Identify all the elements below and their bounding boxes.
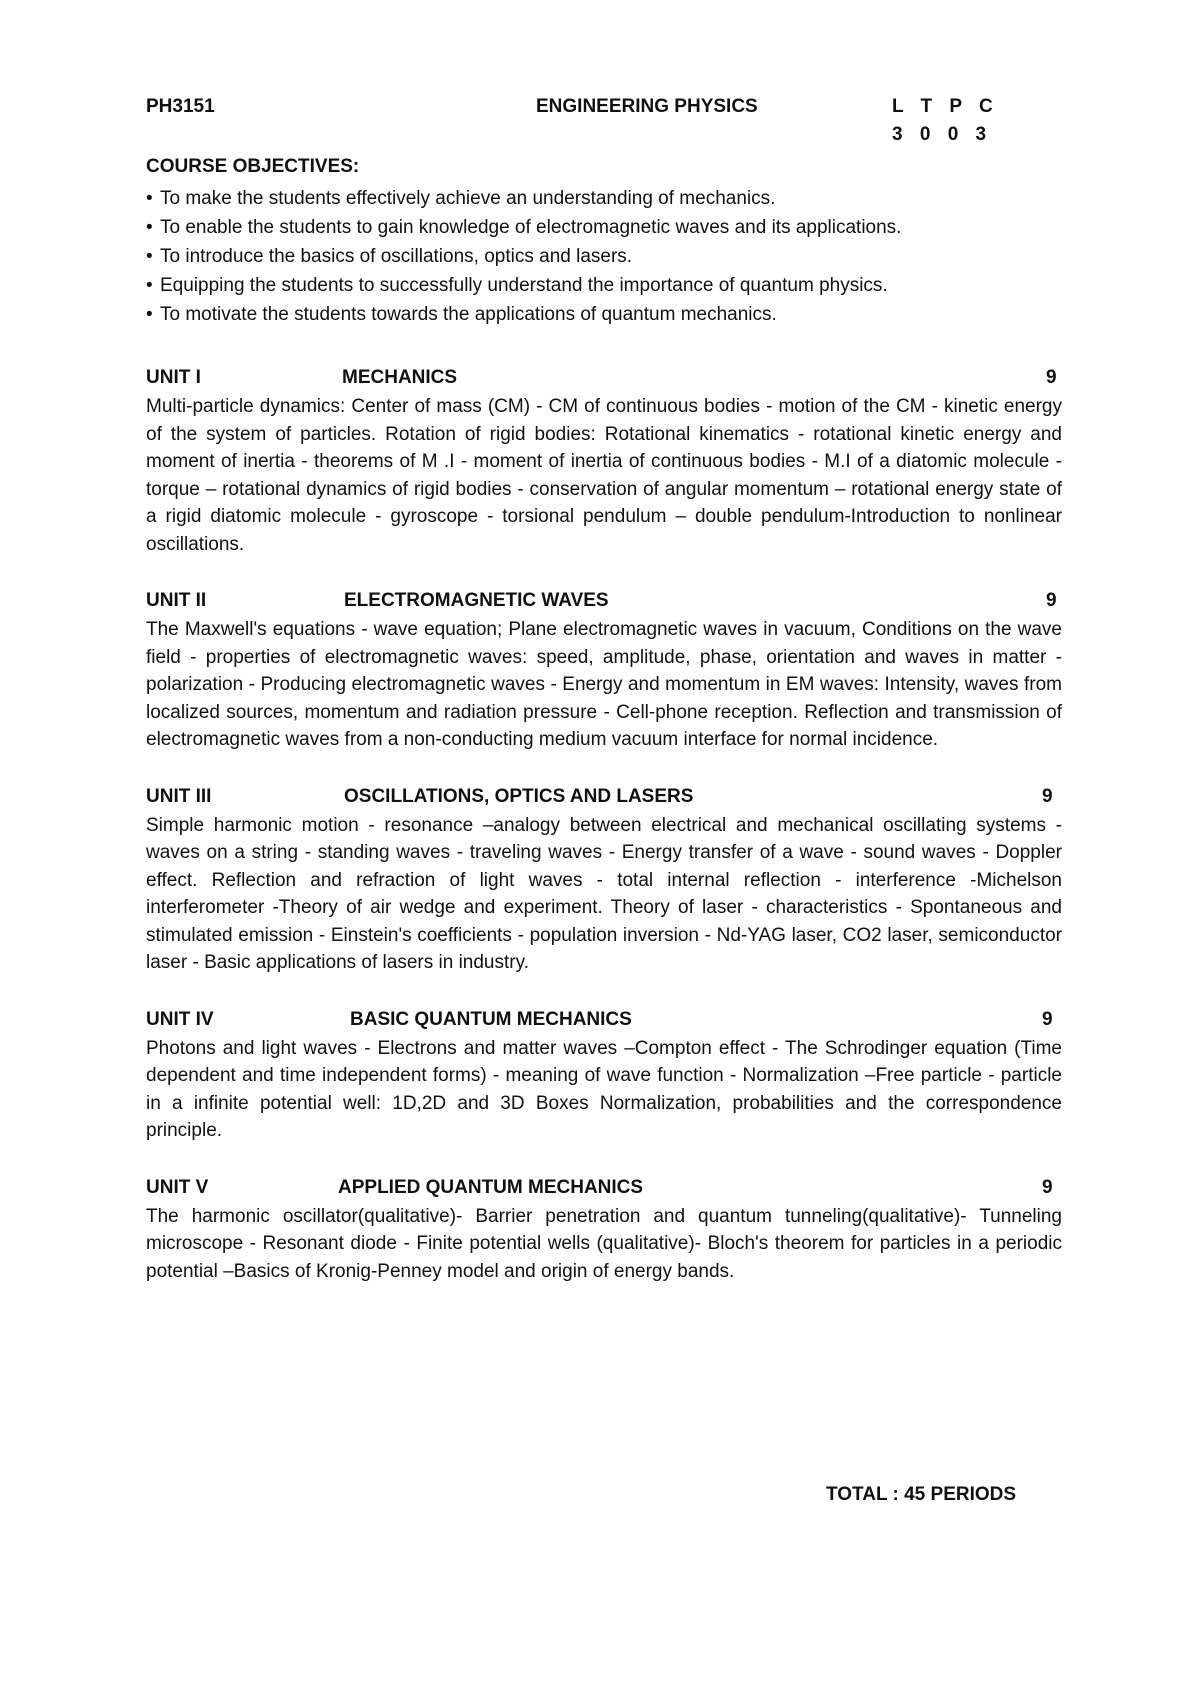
unit-hours: 9 bbox=[1046, 367, 1057, 388]
unit-hours: 9 bbox=[1042, 1008, 1053, 1030]
objective-item: • To introduce the basics of oscillations, optics and lasers. bbox=[146, 242, 1062, 271]
unit-name: APPLIED QUANTUM MECHANICS bbox=[338, 1176, 644, 1198]
unit-hours: 9 bbox=[1042, 785, 1053, 807]
bullet-icon: • bbox=[146, 275, 153, 296]
unit-name: BASIC QUANTUM MECHANICS bbox=[350, 1008, 632, 1030]
course-title: ENGINEERING PHYSICS bbox=[536, 96, 758, 117]
unit-number: UNIT I bbox=[146, 367, 201, 388]
course-code: PH3151 bbox=[146, 96, 215, 117]
unit-content: The Maxwell's equations - wave equation; Plane electromagnetic waves in vacuum, Conditions on the wave field - properties of electromagnetic waves: speed, amplitude, phase, orientation and waves in matter - polarization - Producing electromagnetic waves - Energy and momentum in EM waves: Intensity, waves from localized sources, momentum and radiation pressure - Cell-phone reception. Reflection and transmission of electromagnetic waves from a non-conducting medium vacuum interface for normal incidence. bbox=[146, 619, 1062, 750]
unit-section bbox=[146, 1005, 1062, 1145]
unit-name: MECHANICS bbox=[342, 367, 458, 388]
unit-heading bbox=[146, 1005, 1062, 1035]
unit-heading bbox=[146, 586, 1062, 616]
total-periods: TOTAL : 45 PERIODS bbox=[826, 1484, 1017, 1505]
bullet-icon: • bbox=[146, 188, 153, 209]
ltpc-row bbox=[146, 124, 1062, 148]
syllabus-page bbox=[146, 96, 1062, 1505]
unit-number: UNIT V bbox=[146, 1176, 209, 1198]
unit-hours: 9 bbox=[1046, 590, 1057, 611]
unit-content: Photons and light waves - Electrons and matter waves –Compton effect - The Schrodinger equation (Time dependent and time independent forms) - meaning of wave function - Normalization –Free particle - particle in a infinite potential well: 1D,2D and 3D Boxes Normalization, probabilities and the correspondence principle. bbox=[146, 1037, 1062, 1141]
objective-item: • To motivate the students towards the applications of quantum mechanics. bbox=[146, 300, 1062, 329]
unit-content: Multi-particle dynamics: Center of mass (CM) - CM of continuous bodies - motion of the CM - kinetic energy of the system of particles. Rotation of rigid bodies: Rotational kinematics - rotational kinetic energy and moment of inertia - theorems of M .I - moment of inertia of continuous bodies - M.I of a diatomic molecule - torque – rotational dynamics of rigid bodies - conservation of angular momentum – rotational energy state of a rigid diatomic molecule - gyroscope - torsional pendulum – double pendulum-Introduction to nonlinear oscillations. bbox=[146, 396, 1062, 555]
objectives-heading: COURSE OBJECTIVES: bbox=[146, 156, 360, 177]
unit-section bbox=[146, 363, 1062, 558]
bullet-icon: • bbox=[146, 217, 153, 238]
course-header bbox=[146, 96, 1062, 124]
unit-name: OSCILLATIONS, OPTICS AND LASERS bbox=[344, 785, 694, 807]
bullet-icon: • bbox=[146, 246, 153, 267]
ltpc-values: 3 0 0 3 bbox=[892, 124, 993, 145]
objective-item: • To make the students effectively achieve an understanding of mechanics. bbox=[146, 184, 1062, 213]
unit-number: UNIT III bbox=[146, 785, 212, 807]
unit-section bbox=[146, 586, 1062, 754]
unit-content: The harmonic oscillator(qualitative)- Barrier penetration and quantum tunneling(qualitative)- Tunneling microscope - Resonant diode - Finite potential wells (qualitative)- Bloch's theorem for particles in a periodic potential –Basics of Kronig-Penney model and origin of energy bands. bbox=[146, 1205, 1062, 1282]
unit-heading bbox=[146, 363, 1062, 393]
unit-section bbox=[146, 1173, 1062, 1286]
unit-section bbox=[146, 782, 1062, 977]
objective-item: • Equipping the students to successfully understand the importance of quantum physics. bbox=[146, 271, 1062, 300]
unit-heading bbox=[146, 1173, 1062, 1203]
objectives-list bbox=[146, 184, 1062, 329]
unit-number: UNIT II bbox=[146, 590, 207, 611]
unit-number: UNIT IV bbox=[146, 1008, 214, 1030]
unit-content: Simple harmonic motion - resonance –analogy between electrical and mechanical oscillating systems - waves on a string - standing waves - traveling waves - Energy transfer of a wave - sound waves - Doppler effect. Reflection and refraction of light waves - total internal reflection - interference -Michelson interferometer -Theory of air wedge and experiment. Theory of laser - characteristics - Spontaneous and stimulated emission - Einstein's coefficients - population inversion - Nd-YAG laser, CO2 laser, semiconductor laser - Basic applications of lasers in industry. bbox=[146, 814, 1062, 973]
unit-hours: 9 bbox=[1042, 1176, 1053, 1198]
unit-name: ELECTROMAGNETIC WAVES bbox=[344, 590, 609, 611]
ltpc-header: L T P C bbox=[892, 96, 999, 117]
bullet-icon: • bbox=[146, 304, 153, 325]
objective-item: • To enable the students to gain knowledge of electromagnetic waves and its applications. bbox=[146, 213, 1062, 242]
unit-heading bbox=[146, 782, 1062, 812]
